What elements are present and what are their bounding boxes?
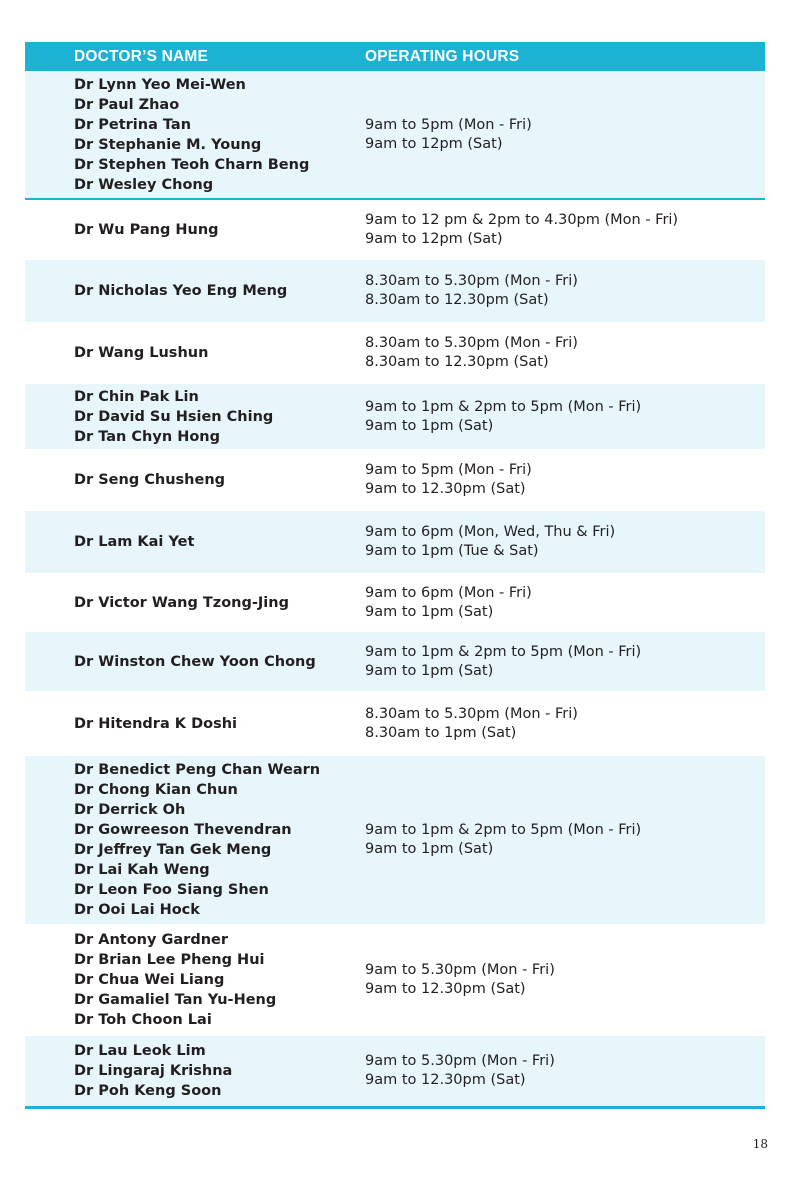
doctor-hours-table	[25, 42, 765, 1109]
hours-line: 9am to 1pm & 2pm to 5pm (Mon - Fri)	[365, 643, 642, 660]
operating-hours-cell	[365, 584, 532, 622]
hours-line: 8.30am to 5.30pm (Mon - Fri)	[365, 335, 578, 351]
doctor-name: Dr Toh Choon Lai	[74, 1012, 212, 1028]
doctor-name: Dr Wang Lushun	[74, 345, 209, 361]
doctor-names-cell	[74, 593, 289, 613]
operating-hours-cell	[365, 961, 555, 999]
doctor-name: Dr Ooi Lai Hock	[74, 902, 200, 918]
doctor-name: Dr Lai Kah Weng	[74, 862, 210, 878]
table-row	[25, 449, 765, 511]
doctor-name: Dr Nicholas Yeo Eng Meng	[74, 283, 288, 299]
hours-line: 9am to 12pm (Sat)	[365, 135, 503, 152]
hours-line: 9am to 1pm (Tue & Sat)	[365, 543, 539, 559]
doctor-name: Dr Tan Chyn Hong	[74, 428, 220, 445]
hours-line: 9am to 1pm & 2pm to 5pm (Mon - Fri)	[365, 398, 642, 415]
doctor-name: Dr Poh Keng Soon	[74, 1083, 222, 1099]
doctor-name: Dr David Su Hsien Ching	[74, 408, 274, 425]
doctor-name: Dr Chua Wei Liang	[74, 972, 225, 988]
table-row	[25, 322, 765, 384]
doctor-names-cell	[74, 387, 273, 447]
hours-line: 9am to 12.30pm (Sat)	[365, 981, 526, 997]
doctor-name: Dr Antony Gardner	[74, 932, 229, 948]
operating-hours-cell	[365, 821, 641, 859]
table-row	[25, 511, 765, 573]
hours-line: 9am to 12pm (Sat)	[365, 231, 503, 247]
doctor-name: Dr Gowreeson Thevendran	[74, 822, 292, 838]
hours-line: 9am to 12.30pm (Sat)	[365, 1072, 526, 1088]
table-bottom-rule	[25, 1106, 765, 1109]
table-row	[25, 260, 765, 322]
operating-hours-cell	[365, 211, 678, 249]
hours-line: 9am to 12 pm & 2pm to 4.30pm (Mon - Fri)	[365, 212, 679, 228]
hours-line: 9am to 1pm (Sat)	[365, 662, 494, 679]
hours-line: 9am to 6pm (Mon, Wed, Thu & Fri)	[365, 524, 616, 540]
doctor-name: Dr Wu Pang Hung	[74, 222, 219, 238]
table-row	[25, 573, 765, 632]
doctor-name: Dr Victor Wang Tzong-Jing	[74, 594, 289, 611]
doctor-name: Dr Lingaraj Krishna	[74, 1063, 233, 1079]
doctor-names-cell	[74, 281, 287, 301]
doctor-name: Dr Lau Leok Lim	[74, 1043, 206, 1059]
doctor-name: Dr Gamaliel Tan Yu-Heng	[74, 992, 277, 1008]
doctor-name: Dr Stephanie M. Young	[74, 136, 262, 153]
doctor-names-cell	[74, 1041, 232, 1101]
doctor-names-cell	[74, 652, 316, 672]
hours-line: 8.30am to 12.30pm (Sat)	[365, 292, 549, 308]
table-row	[25, 200, 765, 260]
hours-line: 8.30am to 5.30pm (Mon - Fri)	[365, 273, 578, 289]
table-body	[25, 71, 765, 1106]
operating-hours-cell	[365, 272, 578, 310]
hours-line: 9am to 6pm (Mon - Fri)	[365, 584, 532, 601]
doctor-names-cell	[74, 343, 208, 363]
doctor-name: Dr Seng Chusheng	[74, 472, 226, 488]
hours-line: 9am to 5pm (Mon - Fri)	[365, 116, 532, 133]
doctor-name: Dr Chin Pak Lin	[74, 388, 199, 405]
doctor-name: Dr Wesley Chong	[74, 176, 214, 193]
hours-line: 8.30am to 12.30pm (Sat)	[365, 354, 549, 370]
doctor-name: Dr Jeffrey Tan Gek Meng	[74, 842, 272, 858]
doctor-name: Dr Lynn Yeo Mei-Wen	[74, 76, 246, 93]
hours-line: 9am to 5.30pm (Mon - Fri)	[365, 962, 555, 978]
doctor-name: Dr Winston Chew Yoon Chong	[74, 653, 316, 670]
doctor-names-cell	[74, 714, 237, 734]
table-row	[25, 71, 765, 198]
table-row	[25, 924, 765, 1036]
doctor-names-cell	[74, 220, 219, 240]
doctor-name: Dr Brian Lee Pheng Hui	[74, 952, 265, 968]
doctor-name: Dr Stephen Teoh Charn Beng	[74, 156, 310, 173]
doctor-name: Dr Hitendra K Doshi	[74, 715, 237, 732]
hours-line: 9am to 12.30pm (Sat)	[365, 481, 526, 497]
operating-hours-cell	[365, 523, 615, 561]
table-row	[25, 691, 765, 756]
page-number: 18	[752, 1137, 768, 1151]
hours-line: 9am to 1pm (Sat)	[365, 841, 494, 857]
table-row	[25, 384, 765, 449]
header-operating-hours: OPERATING HOURS	[365, 47, 520, 65]
operating-hours-cell	[365, 643, 641, 681]
doctor-names-cell	[74, 930, 276, 1030]
doctor-name: Dr Benedict Peng Chan Wearn	[74, 762, 321, 778]
operating-hours-cell	[365, 1052, 555, 1090]
table-row	[25, 632, 765, 691]
hours-line: 9am to 5pm (Mon - Fri)	[365, 462, 532, 478]
table-row	[25, 1036, 765, 1106]
doctor-names-cell	[74, 532, 194, 552]
operating-hours-cell	[365, 705, 578, 743]
hours-line: 9am to 1pm (Sat)	[365, 603, 494, 620]
doctor-names-cell	[74, 760, 320, 920]
operating-hours-cell	[365, 461, 532, 499]
hours-line: 9am to 1pm (Sat)	[365, 417, 494, 434]
doctor-name: Dr Petrina Tan	[74, 116, 192, 133]
doctor-name: Dr Leon Foo Siang Shen	[74, 882, 269, 898]
header-doctor-name: DOCTOR’S NAME	[74, 47, 209, 65]
operating-hours-cell	[365, 116, 532, 154]
hours-line: 9am to 5.30pm (Mon - Fri)	[365, 1053, 555, 1069]
doctor-names-cell	[74, 75, 309, 195]
table-header	[25, 42, 765, 71]
doctor-name: Dr Lam Kai Yet	[74, 534, 195, 550]
doctor-name: Dr Paul Zhao	[74, 96, 180, 113]
doctor-names-cell	[74, 470, 225, 490]
hours-line: 8.30am to 5.30pm (Mon - Fri)	[365, 705, 578, 722]
operating-hours-cell	[365, 398, 641, 436]
hours-line: 8.30am to 1pm (Sat)	[365, 724, 517, 741]
hours-line: 9am to 1pm & 2pm to 5pm (Mon - Fri)	[365, 822, 642, 838]
table-row	[25, 756, 765, 924]
doctor-name: Dr Derrick Oh	[74, 802, 186, 818]
doctor-name: Dr Chong Kian Chun	[74, 782, 238, 798]
operating-hours-cell	[365, 334, 578, 372]
